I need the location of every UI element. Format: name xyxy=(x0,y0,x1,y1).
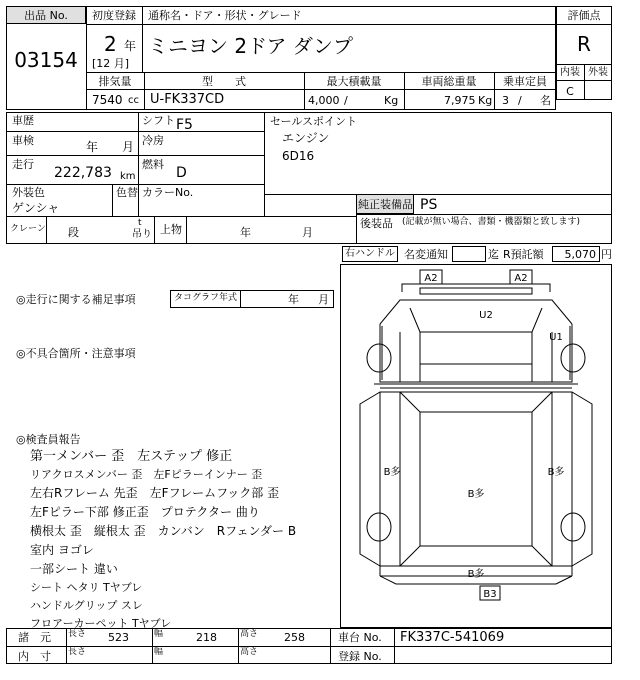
in-length-label: 長さ xyxy=(68,647,87,657)
truck-diagram xyxy=(340,264,612,628)
inspector-label: ◎検査員報告 xyxy=(16,433,81,446)
aftermarket-label: 後装品 xyxy=(360,217,393,230)
height-label: 高さ xyxy=(240,629,259,639)
capacity-sep: / xyxy=(518,94,522,107)
grade-value: R xyxy=(577,32,591,56)
mark-u1: U1 xyxy=(549,332,563,343)
reg-no-label: 登録 No. xyxy=(338,650,382,663)
driving-notes-label: ◎走行に関する補足事項 xyxy=(16,293,136,306)
reg-year-unit: 年 xyxy=(124,39,137,53)
max-load-sep: / xyxy=(344,94,348,107)
name-label: 通称名・ドア・形状・グレード xyxy=(148,9,302,22)
tacho-month: 月 xyxy=(318,293,329,306)
gross-weight-label: 車両総重量 xyxy=(421,75,477,88)
chassis-value: FK337C-541069 xyxy=(400,630,505,645)
history-label: 車歴 xyxy=(12,114,34,127)
reg-year: 2 xyxy=(104,32,117,56)
inspector-line-10: フロアーカーペット Tヤブレ xyxy=(30,617,172,630)
first-reg-label: 初度登録 xyxy=(92,9,136,22)
inspector-line-4: 左Fピラー下部 修正歪 プロテクター 曲り xyxy=(30,505,260,519)
mark-b-rear: B多 xyxy=(467,569,485,580)
inspector-line-7: 一部シート 違い xyxy=(30,562,118,576)
defects-label: ◎不具合箇所・注意事項 xyxy=(16,347,136,360)
lot-number: 03154 xyxy=(14,48,78,72)
r-ledger-unit: 円 xyxy=(601,248,612,261)
gross-weight-value: 7,975 xyxy=(444,94,476,107)
mark-b-right: B多 xyxy=(547,467,565,478)
aftermarket-note: (記載が無い場合、書類・機器類と致します) xyxy=(402,217,581,227)
max-load-label: 最大積載量 xyxy=(326,75,382,88)
equipment-value: PS xyxy=(420,197,438,213)
interior-grade: C xyxy=(566,85,574,98)
width-value: 218 xyxy=(196,631,217,644)
length-label: 長さ xyxy=(68,629,87,639)
chassis-label: 車台 No. xyxy=(338,631,382,644)
r-ledger-value: 5,070 xyxy=(564,248,596,261)
model-name: ミニヨン 2ドア ダンプ xyxy=(148,34,354,58)
max-load-value: 4,000 xyxy=(308,94,340,107)
capacity-label: 乗車定員 xyxy=(503,75,547,88)
inspector-line-9: ハンドルグリップ スレ xyxy=(30,599,143,612)
mark-b-left: B多 xyxy=(383,467,401,478)
grade-label: 評価点 xyxy=(567,9,601,22)
color-code-label: カラーNo. xyxy=(142,186,194,199)
inspector-line-8: シート ヘタリ Tヤブレ xyxy=(30,581,143,594)
crane-stage: 段 xyxy=(68,226,79,239)
max-load-unit: Kg xyxy=(384,94,399,107)
lot-label: 出品 No. xyxy=(24,9,68,22)
height-value: 258 xyxy=(284,631,305,644)
length-value: 523 xyxy=(108,631,129,644)
type-value: U-FK337CD xyxy=(150,92,225,107)
upper-year: 年 xyxy=(240,226,251,239)
mark-b-bed: B多 xyxy=(467,489,485,500)
crane-hoist: 吊り xyxy=(132,229,152,240)
mileage-label: 走行 xyxy=(12,158,34,171)
crane-label: クレーン xyxy=(10,224,46,234)
displacement-label: 排気量 xyxy=(98,75,132,88)
width-label: 幅 xyxy=(154,629,164,639)
crane-tonnage: t xyxy=(138,218,142,228)
inspector-line-3: 左右Rフレーム 先歪 左Fフレームフック部 歪 xyxy=(30,486,280,500)
sales-point-label: セールスポイント xyxy=(270,115,358,128)
inspection-month: 月 xyxy=(122,140,135,154)
inspector-line-6: 室内 ヨゴレ xyxy=(30,543,94,557)
upper-label: 上物 xyxy=(160,223,182,236)
displacement-unit: cc xyxy=(128,95,139,106)
sales-point-line-1: エンジン xyxy=(282,131,330,145)
mark-a2-right: A2 xyxy=(514,273,528,284)
shift-value: F5 xyxy=(176,117,193,133)
type-label: 型 式 xyxy=(202,75,246,88)
displacement-value: 7540 xyxy=(92,93,123,107)
deadline-label: 迄 xyxy=(488,248,499,261)
sales-point-line-2: 6D16 xyxy=(282,149,315,163)
upper-month: 月 xyxy=(302,226,313,239)
inspection-label: 車検 xyxy=(12,134,34,147)
equipment-label: 純正装備品 xyxy=(358,198,413,211)
inspector-line-5: 横根太 歪 縦根太 歪 カンバン Rフェンダー B xyxy=(30,524,297,538)
shift-label: シフト xyxy=(142,114,175,127)
r-ledger-label: R預託額 xyxy=(503,248,544,261)
inspector-line-2: リアクロスメンバー 歪 左Fピラーインナー 歪 xyxy=(30,468,263,481)
fuel-label: 燃料 xyxy=(142,158,164,171)
reg-month: [12 月] xyxy=(92,57,130,70)
mark-b3: B3 xyxy=(483,589,497,600)
color-change-label: 色替 xyxy=(116,186,138,199)
in-height-label: 高さ xyxy=(240,647,259,657)
fuel-value: D xyxy=(176,165,187,181)
inspector-line-1: 第一メンバー 歪 左ステップ 修正 xyxy=(30,449,233,464)
gross-weight-unit: Kg xyxy=(478,94,493,107)
interior-grade-label: 内装 xyxy=(560,67,580,78)
name-change-box xyxy=(452,246,486,262)
mark-u2: U2 xyxy=(479,310,493,321)
in-width-label: 幅 xyxy=(154,647,164,657)
interior-dim-label: 内 寸 xyxy=(18,650,51,663)
ext-color-label: 外装色 xyxy=(12,186,45,199)
tacho-year: 年 xyxy=(288,293,299,306)
mileage-unit: km xyxy=(120,171,136,182)
name-change-label: 名変通知 xyxy=(404,248,448,261)
dim-label: 諸 元 xyxy=(18,631,51,644)
exterior-grade-label: 外装 xyxy=(588,67,608,78)
tacho-label: タコグラフ年式 xyxy=(174,293,238,303)
steering-value: 右ハンドル xyxy=(345,248,395,259)
ext-color-value: ゲンシャ xyxy=(12,201,60,215)
mileage-value: 222,783 xyxy=(54,165,112,181)
inspection-year: 年 xyxy=(86,140,99,154)
aircon-label: 冷房 xyxy=(142,134,164,147)
mark-a2-left: A2 xyxy=(424,273,438,284)
capacity-value: 3 xyxy=(502,94,509,107)
capacity-unit: 名 xyxy=(540,94,551,107)
